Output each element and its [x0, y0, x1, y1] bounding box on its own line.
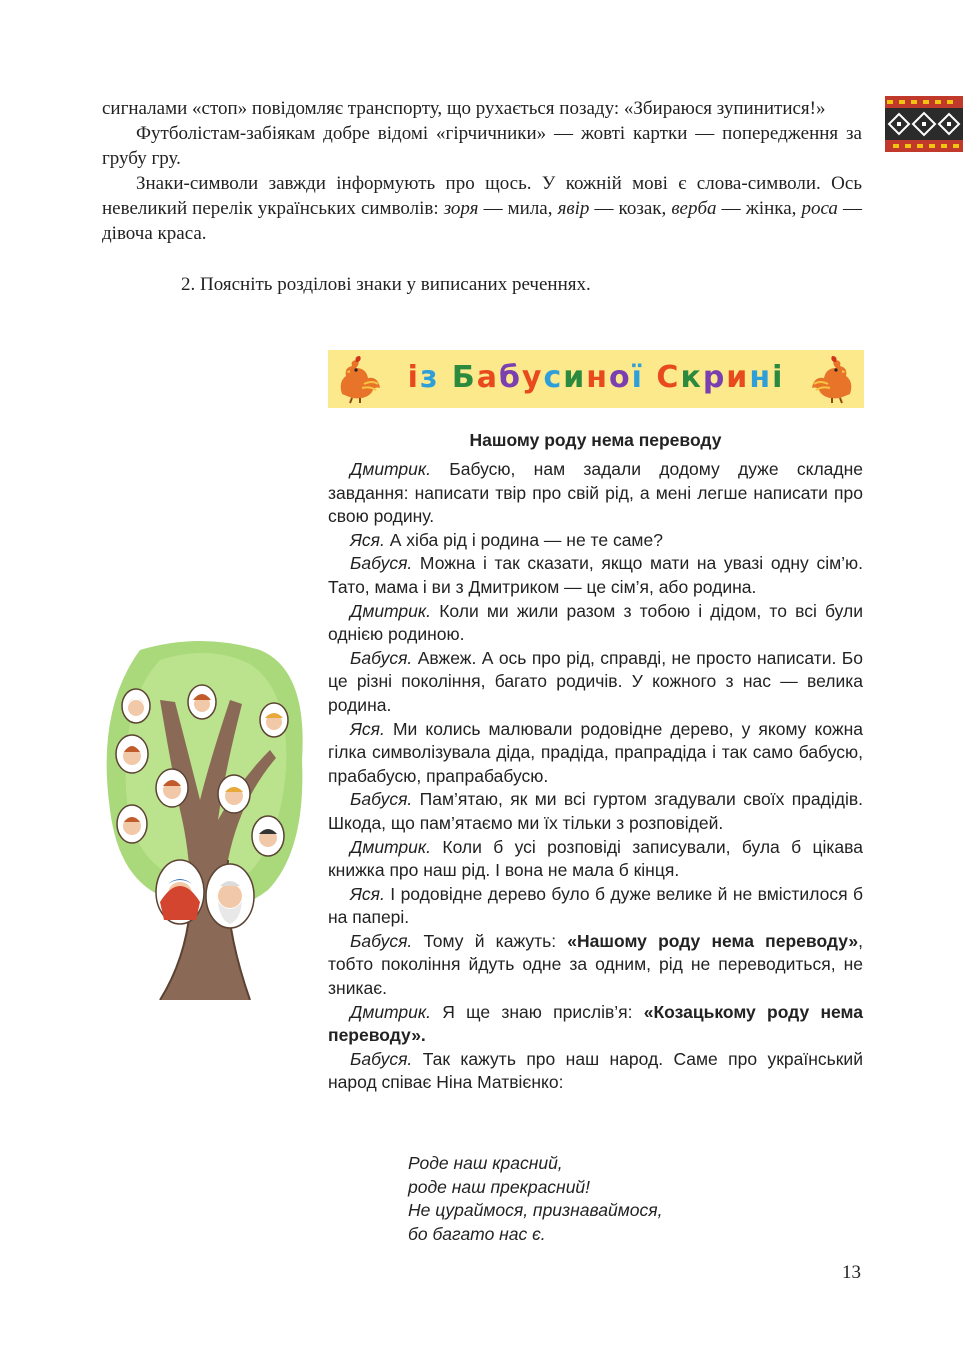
dialogue-line [328, 788, 863, 835]
dialogue-text: І родовідне дерево було б дуже велике й не вмістилося б на папері. [328, 883, 863, 928]
dialogue-text: Ми колись малювали родовідне дерево, у якому кожна гілка символізувала діда, прадіда, прапрадіда і так само бабусю, прабабусю, прапрабабусю. [328, 718, 863, 786]
dialogue-line [328, 458, 863, 529]
poem-line: Роде наш красний, [408, 1153, 563, 1173]
rooster-right-icon [806, 354, 858, 404]
banner-letter [644, 360, 656, 395]
intro-p3-text: Знаки-символи завжди інформують про щось. У кожній мові є слова-символи. Ось невеликий перелік українських символів: [102, 173, 862, 219]
task-instruction: 2. Поясніть розділові знаки у виписаних реченнях. [181, 274, 591, 295]
dialogue-text: Тому й кажуть: [412, 930, 568, 951]
speaker-name: Дмитрик. [350, 836, 432, 857]
banner-letter: С [656, 360, 681, 395]
banner-letter [439, 360, 451, 395]
speaker-name: Бабуся. [350, 930, 413, 951]
poem-line: Не цураймося, признаваймося, [408, 1200, 663, 1221]
speaker-name: Бабуся. [350, 553, 413, 574]
speaker-name: Бабуся. [350, 1048, 413, 1069]
symbol-word: явір [557, 198, 590, 219]
dialogue-text: Авжеж. А ось про рід, справді, не просто написати. Бо це різні покоління, багато родичів. У кожного з нас — велика родина. [328, 647, 863, 715]
dialogue-text: , тобто покоління йдуть одне за одним, рід не переводиться, не зникає. [328, 930, 863, 999]
dialogue-text: Пам’ятаю, як ми всі гуртом згадували своїх прадідів. Шкода, що пам’ятаємо ми їх тільки з розповідей. [328, 789, 863, 833]
dialogue-text: Бабусю, нам задали додому дуже складне завдання: написати твір про свій рід, а мені легше написати про свою родину. [328, 459, 863, 527]
intro-p3-text: — дівоча краса. [102, 198, 862, 244]
banner-letter: о [609, 360, 632, 395]
speaker-name: Дмитрик. [350, 459, 432, 479]
banner-letter: з [419, 360, 440, 395]
intro-paragraph-2: Футболістам-забіякам добре відомі «гірчичники» — жовті картки — попередження за грубу гру. [102, 123, 862, 169]
dialogue-text: Так кажуть про наш народ. Саме про український народ співає Ніна Матвієнко: [328, 1048, 863, 1093]
banner-letter: а [476, 360, 499, 395]
banner-letter: Б [451, 360, 477, 395]
dialogue-line [328, 836, 863, 883]
banner-letter: и [726, 360, 750, 395]
speaker-name: Дмитрик. [350, 1001, 432, 1022]
dialogue-line [328, 883, 863, 930]
family-tree-illustration [100, 640, 310, 1000]
speaker-name: Бабуся. [350, 789, 413, 810]
intro-p3-text: — жінка, [716, 198, 802, 219]
intro-p3-text: — козак, [589, 198, 672, 219]
poem-line: роде наш прекрасний! [408, 1176, 591, 1197]
symbol-word: верба [671, 198, 717, 219]
poem [408, 1152, 662, 1246]
story-title: Нашому роду нема переводу [469, 430, 722, 450]
speaker-name: Яся. [350, 529, 385, 550]
dialogue-line [328, 718, 863, 789]
proverb-bold: «Нашому роду нема переводу» [567, 930, 859, 951]
poem-line: бо багато нас є. [408, 1223, 546, 1244]
embroidery-ornament-icon [885, 96, 963, 152]
banner-letter: к [680, 360, 703, 395]
dialogue-line [328, 647, 863, 718]
dialogue-text: Коли б усі розповіді записували, була б цікава книжка про наш рід. І вона не мала б кінця. [328, 836, 863, 881]
intro-paragraph-3 [102, 171, 862, 246]
speaker-name: Бабуся. [350, 647, 413, 668]
dialogue-text: Я ще знаю прислів’я: [431, 1001, 644, 1022]
banner-letter: н [749, 360, 773, 395]
page-number: 13 [842, 1262, 861, 1283]
dialogue-line [328, 1048, 863, 1095]
symbol-word: роса [801, 198, 838, 219]
proverb-bold: «Козацькому роду нема переводу». [328, 1001, 863, 1046]
dialogue-line [328, 529, 863, 553]
story [328, 428, 863, 1095]
intro-text [102, 96, 862, 246]
banner-letter: ї [631, 360, 644, 395]
speaker-name: Яся. [350, 718, 385, 739]
dialogue-line [328, 552, 863, 599]
banner-letter: і [772, 360, 785, 395]
dialogue-text: Коли ми жили разом з тобою і дідом, то всі були однією родиною. [328, 600, 863, 645]
speaker-name: Дмитрик. [350, 600, 432, 621]
dialogue-text: А хіба рід і родина — не те саме? [384, 529, 663, 550]
intro-paragraph-1: сигналами «стоп» повідомляє транспорту, що рухається позаду: «Збираюся зупинитися!» [102, 98, 826, 119]
banner-title [328, 360, 864, 395]
banner-letter: р [702, 360, 727, 395]
speaker-name: Яся. [350, 883, 385, 904]
banner-letter: н [586, 360, 610, 395]
banner-letter: и [563, 360, 587, 395]
intro-p3-text: — мила, [478, 198, 558, 219]
banner-letter: і [407, 360, 420, 395]
dialogue-text: Можна і так сказати, якщо мати на увазі одну сім’ю. Тато, мама і ви з Дмитриком — це сім’я, або родина. [328, 553, 863, 597]
dialogue-line [328, 600, 863, 647]
symbol-word: зоря [443, 198, 479, 219]
dialogue-line [328, 930, 863, 1001]
dialogue-line [328, 1001, 863, 1048]
banner-letter: с [543, 360, 564, 395]
banner-letter: б [498, 360, 522, 395]
section-banner [328, 350, 864, 408]
banner-letter: у [521, 360, 544, 395]
